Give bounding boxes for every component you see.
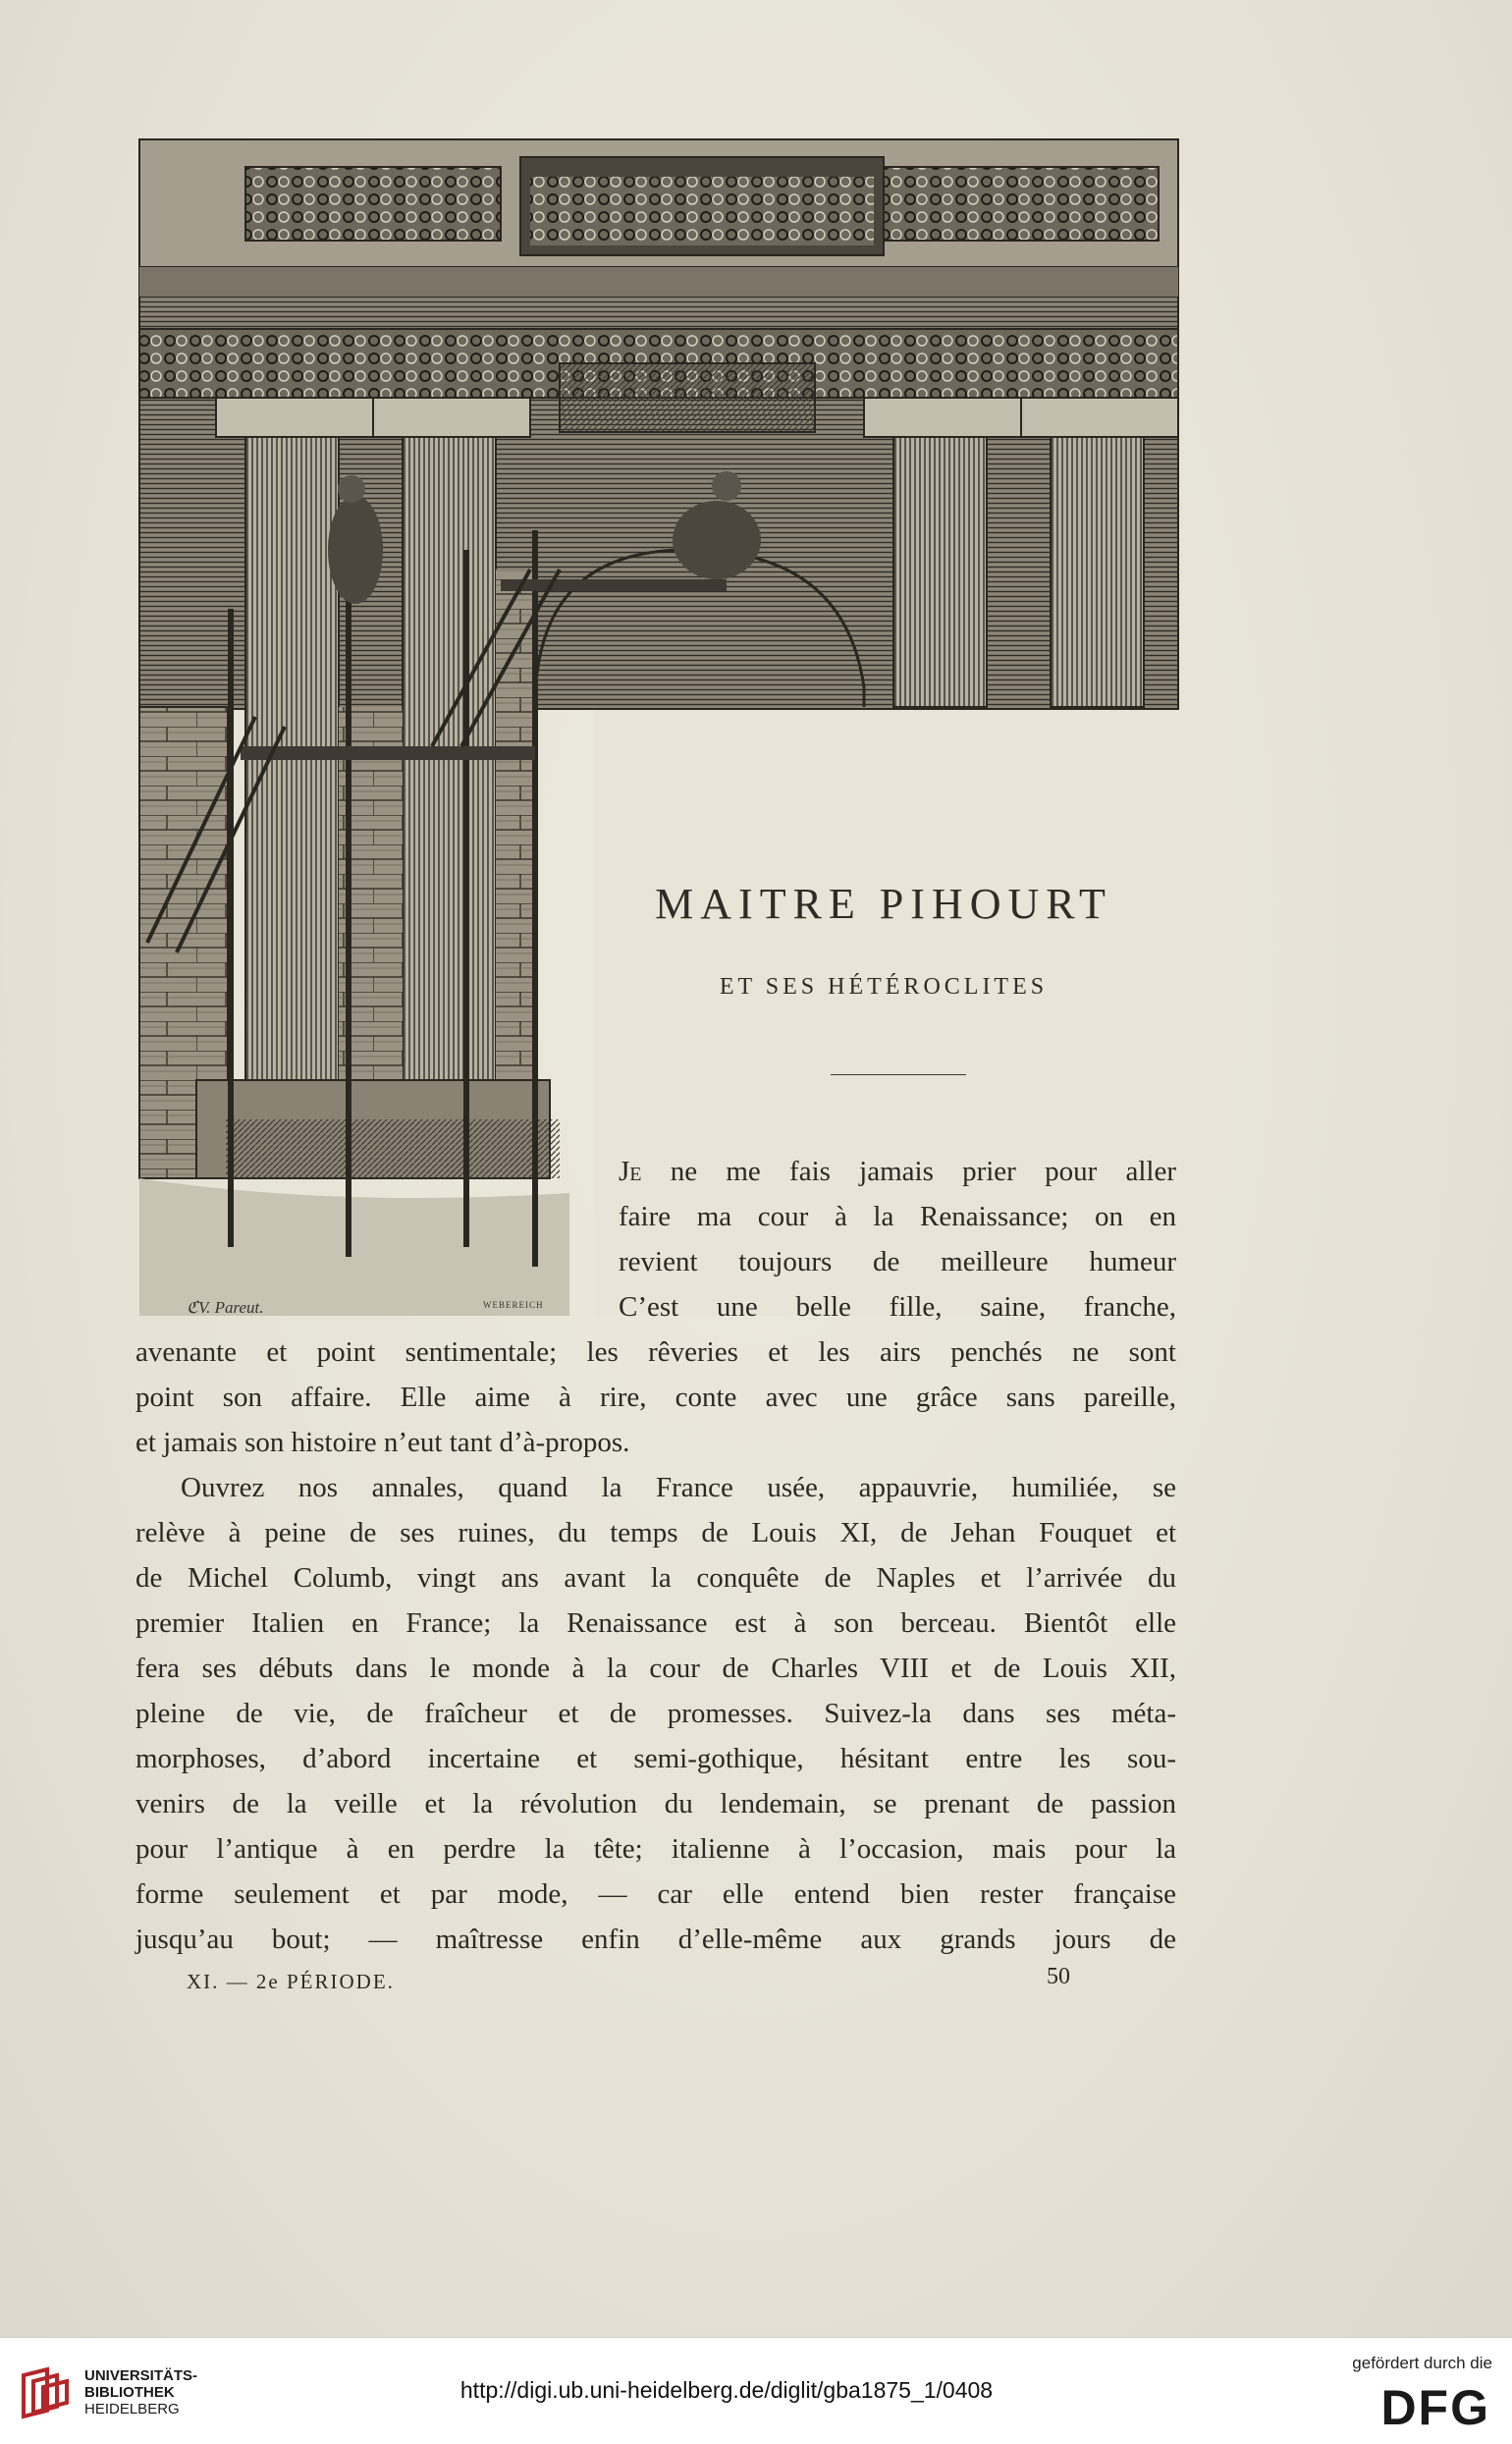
body-line: Ouvrez nos annales, quand la France usée, appauvrie, humiliée, se [181,1472,1176,1503]
body-line: venirs de la veille et la révolution du lendemain, se prenant de passion [135,1788,1176,1819]
library-logo-icon [18,2365,75,2422]
body-line: premier Italien en France; la Renaissance est à son berceau. Bientôt elle [135,1607,1176,1639]
scaffolding-facade-engraving [137,137,1180,1316]
body-line: morphoses, d’abord incertaine et semi-gothique, hésitant entre les sou- [135,1743,1176,1774]
body-line: de Michel Columb, vingt ans avant la conquête de Naples et l’arrivée du [135,1562,1176,1594]
body-line: faire ma cour à la Renaissance; on en [619,1201,1176,1232]
engraver-signature: ℭV. Pareut. [187,1298,264,1317]
body-line: relève à peine de ses ruines, du temps de Louis XI, de Jehan Fouquet et [135,1517,1176,1548]
dropcap: Je [619,1156,642,1187]
title-rule [831,1074,966,1075]
digitization-banner [0,2337,1512,2444]
issue-footer: XI. — 2e PÉRIODE. [187,1970,395,1993]
body-line: pleine de vie, de fraîcheur et de promesses. Suivez-la dans ses méta- [135,1698,1176,1729]
engraver-signature-small: WEBEREICH [483,1300,544,1310]
page-number: 50 [1047,1964,1070,1989]
body-line: et jamais son histoire n’eut tant d’à-propos. [135,1427,630,1458]
body-line: forme seulement et par mode, — car elle entend bien rester française [135,1878,1176,1910]
dfg-logo: DFG [1380,2380,1490,2435]
body-line: revient toujours de meilleure humeur [619,1246,1176,1277]
body-line: Je ne me fais jamais prier pour aller [619,1156,1176,1187]
body-line: fera ses débuts dans le monde à la cour de Charles VIII et de Louis XII, [135,1653,1176,1684]
article-title: MAITRE PIHOURT [655,880,1112,928]
article-subtitle: ET SES HÉTÉROCLITES [719,974,1049,1000]
body-line: point son affaire. Elle aime à rire, conte avec une grâce sans pareille, [135,1382,1176,1413]
body-line: pour l’antique à en perdre la tête; italienne à l’occasion, mais pour la [135,1833,1176,1865]
library-name: UNIVERSITÄTS- BIBLIOTHEK HEIDELBERG [84,2367,198,2417]
engraving-illustration [137,137,1180,1316]
permalink-url[interactable]: http://digi.ub.uni-heidelberg.de/diglit/gba1875_1/0408 [459,2377,994,2403]
funder-caption: gefördert durch die [1352,2354,1492,2372]
body-line: C’est une belle fille, saine, franche, [619,1291,1176,1323]
body-line: avenante et point sentimentale; les rêveries et les airs penchés ne sont [135,1336,1176,1368]
body-line: jusqu’au bout; — maîtresse enfin d’elle-même aux grands jours de [135,1924,1176,1955]
